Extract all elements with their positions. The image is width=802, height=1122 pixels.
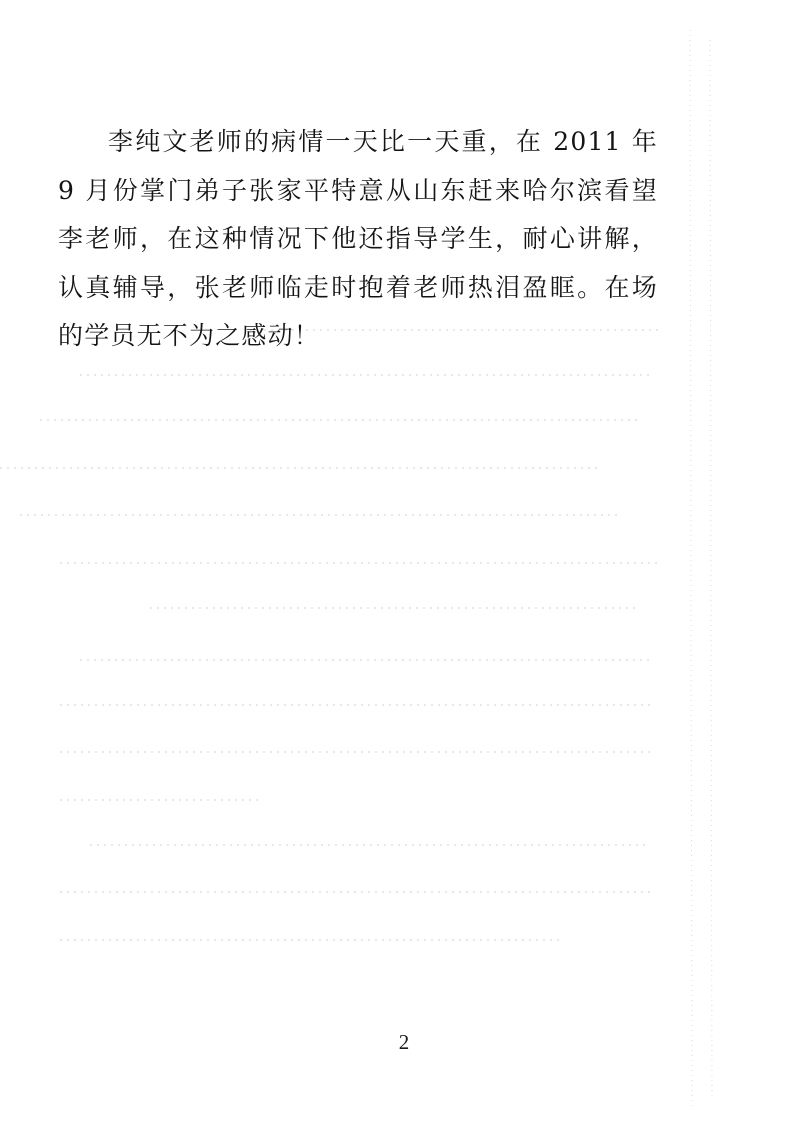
body-paragraph: 李纯文老师的病情一天比一天重，在 2011 年 9 月份掌门弟子张家平特意从山东赶来哈尔滨看望李老师，在这种情况下他还指导学生，耐心讲解，认真辅导，张老师临走时抱着老师热泪盈眶。在场的学员无不为之感动！	[58, 127, 658, 350]
page-number: 2	[398, 1030, 410, 1054]
